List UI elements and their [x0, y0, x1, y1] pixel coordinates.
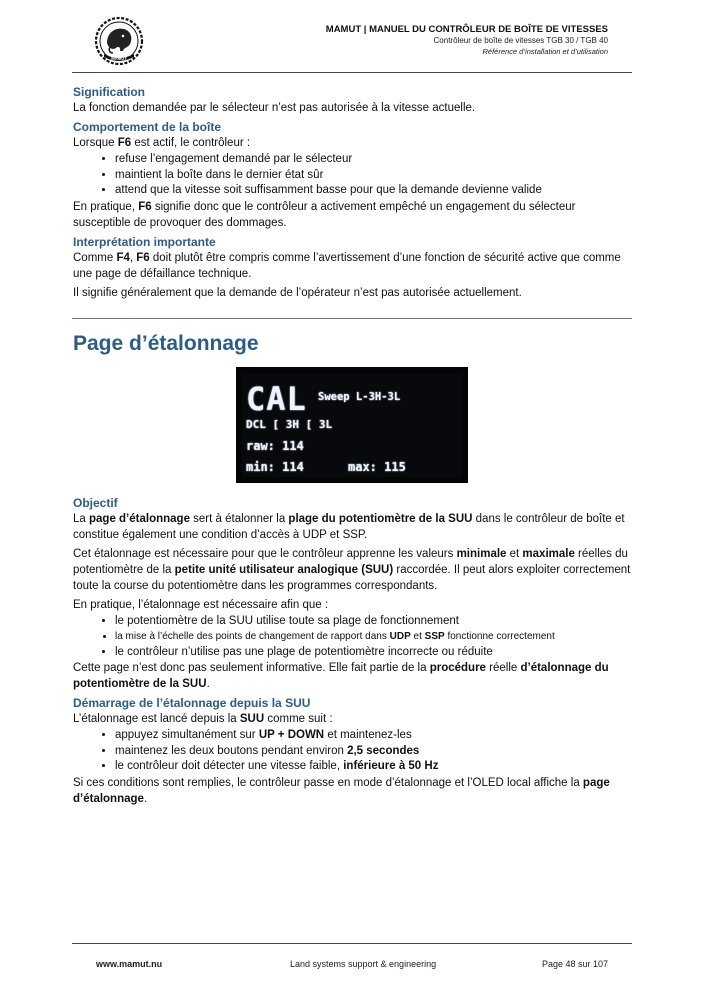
list-item: • la mise à l’échelle des points de changement de rapport dans UDP et SSP fonctionne correctement	[115, 629, 631, 645]
interpretation-text: Comme F4, F6 doit plutôt être compris comme l’avertissement d’une fonction de sécurité active que comme une page de défaillance technique.	[73, 251, 621, 280]
objectif-text-2: Cet étalonnage est nécessaire pour que le contrôleur apprenne les valeurs minimale et maximale réelles du potentiomètre de la petite unité utilisateur analogique (SUU) raccordée. Il peut alors exploiter correctement toute la course du potentiomètre dans les programmes correspondants.	[73, 547, 631, 592]
demarrage-list	[73, 728, 631, 775]
oled-display	[236, 367, 468, 483]
oled-line-2: DCL [ 3H [ 3L	[246, 417, 333, 431]
heading-objectif: Objectif	[73, 495, 118, 510]
oled-min-value: min: 114	[246, 459, 304, 474]
objectif-text-3: En pratique, l’étalonnage est nécessaire afin que :	[73, 598, 329, 611]
list-item: • maintenez les deux boutons pendant environ 2,5 secondes	[115, 744, 631, 760]
footer-page-number: Page 48 sur 107	[541, 959, 608, 969]
objectif-list	[73, 614, 631, 661]
document-subtitle-2: Référence d’installation et d’utilisation	[482, 47, 608, 56]
heading-interpretation: Interprétation importante	[73, 234, 216, 249]
page-header	[72, 14, 632, 72]
document-title: MAMUT | MANUEL DU CONTRÔLEUR DE BOÎTE DE VITESSES	[325, 24, 608, 35]
heading-comportement: Comportement de la boîte	[73, 120, 222, 134]
signification-text: La fonction demandée par le sélecteur n’est pas autorisée à la vitesse actuelle.	[73, 102, 476, 114]
footer-tagline: Land systems support & engineering	[290, 959, 437, 969]
list-item: • appuyez simultanément sur UP + DOWN et maintenez-les	[115, 728, 631, 744]
list-item: • le contrôleur doit détecter une vitesse faible, inférieure à 50 Hz	[115, 759, 631, 775]
demarrage-intro: L’étalonnage est lancé depuis la SUU comme suit :	[73, 713, 333, 725]
logo-text: MAMUT	[111, 56, 127, 61]
interpretation-text-2: Il signifie généralement que la demande de l’opérateur n’est pas autorisée actuellement.	[73, 286, 522, 299]
objectif-text-1: La page d’étalonnage sert à étalonner la plage du potentiomètre de la SUU dans le contrôleur de boîte et constitue également une condition d’accès à UDP et SSP.	[73, 512, 625, 541]
oled-calibration-photo	[236, 367, 468, 483]
heading-demarrage: Démarrage de l’étalonnage depuis la SUU	[73, 696, 311, 710]
list-item: • maintient la boîte dans le dernier état sûr	[115, 168, 631, 184]
oled-raw-value: raw: 114	[246, 438, 304, 453]
list-item: • refuse l’engagement demandé par le sélecteur	[115, 152, 631, 168]
section-title: Page d’étalonnage	[73, 331, 259, 355]
header-divider	[72, 72, 632, 73]
document-subtitle: Contrôleur de boîte de vitesses TGB 30 / TGB 40	[433, 36, 608, 45]
heading-signification: Signification	[73, 85, 145, 99]
list-item: • le potentiomètre de la SUU utilise toute sa plage de fonctionnement	[115, 614, 631, 630]
objectif-text-4: Cette page n’est donc pas seulement informative. Elle fait partie de la procédure réelle d’étalonnage du potentiomètre de la SUU.	[73, 662, 609, 690]
header-text	[326, 24, 608, 57]
comportement-intro: Lorsque F6 est actif, le contrôleur :	[73, 137, 251, 149]
footer-website-link[interactable]: www.mamut.nu	[96, 959, 163, 969]
list-item: • le contrôleur n’utilise pas une plage de potentiomètre incorrecte ou réduite	[115, 645, 631, 661]
list-item: • attend que la vitesse soit suffisamment basse pour que la demande devienne valide	[115, 183, 631, 199]
oled-mode-label: Sweep L-3H-3L	[318, 390, 401, 403]
footer-divider	[72, 943, 632, 944]
oled-max-value: max: 115	[348, 459, 406, 474]
demarrage-conclusion: Si ces conditions sont remplies, le contrôleur passe en mode d’étalonnage et l’OLED local affiche la page d’étalonnage.	[73, 776, 610, 805]
oled-cal-label: CAL	[246, 379, 307, 418]
comportement-list	[73, 152, 631, 199]
mamut-logo-icon	[94, 16, 144, 66]
pratique-text: En pratique, F6 signifie donc que le contrôleur a activement empêché un engagement du sélecteur susceptible de provoquer des dommages.	[73, 200, 576, 229]
page-content	[73, 84, 631, 807]
